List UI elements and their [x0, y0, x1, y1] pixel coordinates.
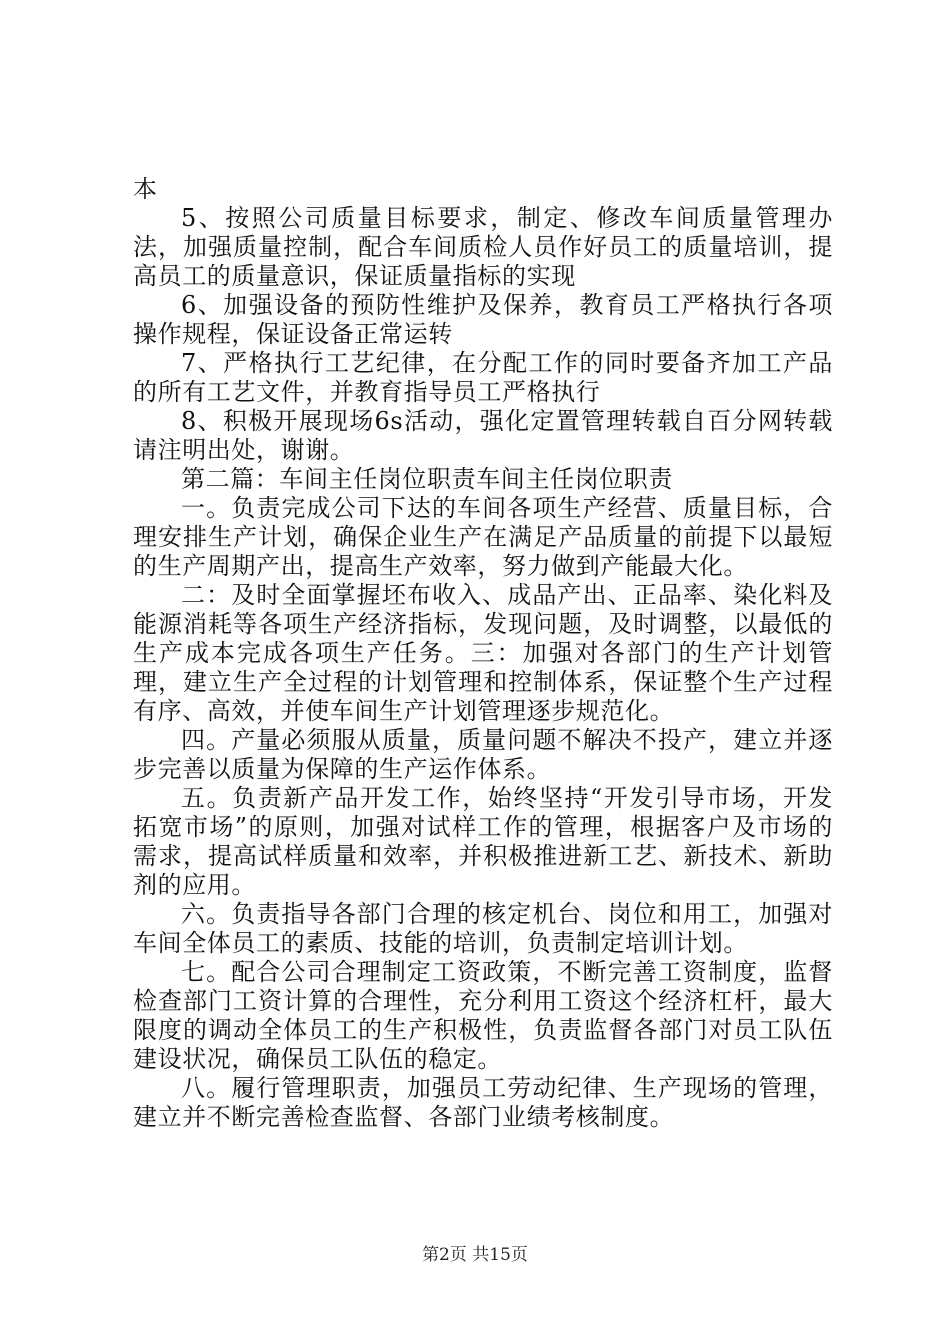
paragraph-item-8: 8、积极开展现场6s活动，强化定置管理转载自百分网转载请注明出处，谢谢。 [133, 407, 833, 464]
paragraph-continuation: 本 [133, 175, 158, 203]
paragraph-duty-2-3: 二：及时全面掌握坯布收入、成品产出、正品率、染化料及能源消耗等各项生产经济指标，发现问题，及时调整，以最低的生产成本完成各项生产任务。三：加强对各部门的生产计划管理，建立生产全过程的计划管理和控制体系，保证整个生产过程有序、高效，并使车间生产计划管理逐步规范化。 [133, 581, 833, 725]
paragraph-item-5: 5、按照公司质量目标要求，制定、修改车间质量管理办法，加强质量控制，配合车间质检人员作好员工的质量培训，提高员工的质量意识，保证质量指标的实现 [133, 204, 833, 290]
section-heading: 第二篇：车间主任岗位职责车间主任岗位职责 [181, 465, 673, 493]
paragraph-duty-4: 四。产量必须服从质量，质量问题不解决不投产，建立并逐步完善以质量为保障的生产运作体系。 [133, 726, 833, 783]
paragraph-item-7: 7、严格执行工艺纪律，在分配工作的同时要备齐加工产品的所有工艺文件，并教育指导员工严格执行 [133, 349, 833, 406]
paragraph-duty-8: 八。履行管理职责，加强员工劳动纪律、生产现场的管理，建立并不断完善检查监督、各部门业绩考核制度。 [133, 1074, 833, 1131]
paragraph-item-6: 6、加强设备的预防性维护及保养，教育员工严格执行各项操作规程，保证设备正常运转 [133, 291, 833, 348]
paragraph-duty-6: 六。负责指导各部门合理的核定机台、岗位和用工，加强对车间全体员工的素质、技能的培训，负责制定培训计划。 [133, 900, 833, 957]
paragraph-duty-5: 五。负责新产品开发工作，始终坚持“开发引导市场，开发拓宽市场”的原则，加强对试样工作的管理，根据客户及市场的需求，提高试样质量和效率，并积极推进新工艺、新技术、新助剂的应用。 [133, 784, 833, 899]
paragraph-duty-1: 一。负责完成公司下达的车间各项生产经营、质量目标，合理安排生产计划，确保企业生产在满足产品质量的前提下以最短的生产周期产出，提高生产效率，努力做到产能最大化。 [133, 494, 833, 580]
paragraph-duty-7: 七。配合公司合理制定工资政策，不断完善工资制度，监督检查部门工资计算的合理性，充分利用工资这个经济杠杆，最大限度的调动全体员工的生产积极性，负责监督各部门对员工队伍建设状况，确保员工队伍的稳定。 [133, 958, 833, 1073]
page-number-footer: 第2页 共15页 [422, 1245, 528, 1265]
document-body [133, 175, 833, 1132]
